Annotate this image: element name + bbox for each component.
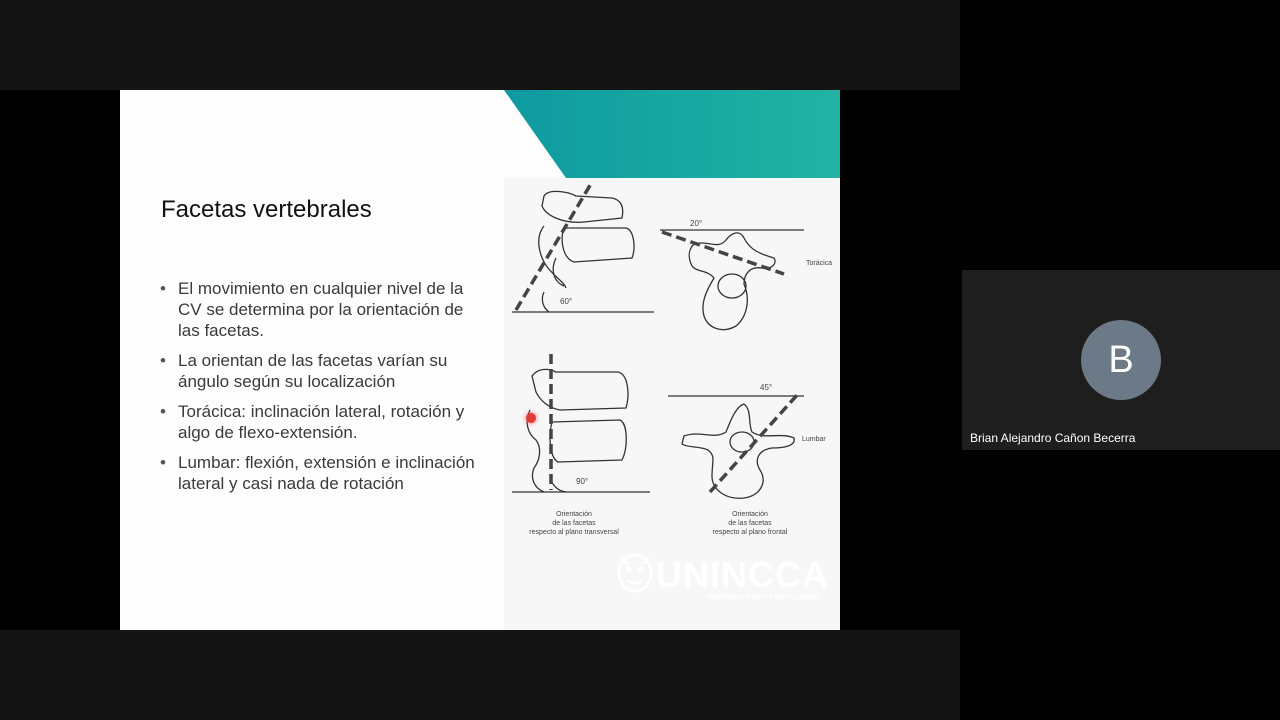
svg-text:Orientación: Orientación xyxy=(732,511,768,518)
bullet-item: • La orientan de las facetas varían su ángulo según su localización xyxy=(160,351,448,391)
caption-left xyxy=(529,511,619,536)
bullet-dot-icon: • xyxy=(160,351,166,370)
logo-wordmark: UNINCCA xyxy=(656,554,829,595)
angle-label-60: 60° xyxy=(560,297,573,306)
logo-subtitle: UNIVERSIDAD INCCA DE COLOMBIA xyxy=(706,595,821,601)
angle-label-90: 90° xyxy=(576,477,589,486)
region-label-lumbar: Lumbar xyxy=(802,436,826,443)
angle-label-45: 45° xyxy=(760,383,773,392)
laser-pointer-icon xyxy=(526,413,536,423)
participant-avatar: B xyxy=(1081,320,1161,400)
bullet-dot-icon: • xyxy=(160,402,166,421)
bullet-item: • Torácica: inclinación lateral, rotación y algo de flexo-extensión. xyxy=(160,402,465,442)
letterbox-top xyxy=(0,0,960,90)
bullet-item: • Lumbar: flexión, extensión e inclinación lateral y casi nada de rotación xyxy=(160,453,475,493)
letterbox-bottom xyxy=(0,630,960,720)
svg-text:Orientación: Orientación xyxy=(556,511,592,518)
facet-orientation-line-60 xyxy=(516,182,592,310)
svg-text:de las facetas: de las facetas xyxy=(728,520,772,527)
teal-band-top xyxy=(120,90,840,180)
svg-text:respecto al plano transversal: respecto al plano transversal xyxy=(529,529,619,536)
unincca-logo xyxy=(616,552,829,604)
slide-title: Facetas vertebrales xyxy=(161,196,372,223)
participant-tile[interactable] xyxy=(962,270,1280,450)
thoracic-top-drawing xyxy=(660,230,804,330)
bullet-dot-icon: • xyxy=(160,279,166,298)
region-label-thoracic: Torácica xyxy=(806,260,833,267)
logo-emblem-icon xyxy=(616,552,654,594)
svg-text:respecto al plano frontal: respecto al plano frontal xyxy=(712,529,788,536)
lumbar-lateral-drawing xyxy=(512,369,650,492)
svg-text:de las facetas: de las facetas xyxy=(552,520,596,527)
facet-orientation-line-45 xyxy=(710,394,798,492)
bullet-dot-icon: • xyxy=(160,453,166,472)
presentation-slide xyxy=(120,90,840,630)
bullet-list xyxy=(160,278,480,503)
caption-right xyxy=(713,511,788,536)
facet-orientation-line-20 xyxy=(662,232,784,274)
participant-name: Brian Alejandro Cañon Becerra xyxy=(970,431,1136,445)
angle-label-20: 20° xyxy=(690,219,703,228)
bullet-item: • El movimiento en cualquier nivel de la CV se determina por la orientación de las facetas. xyxy=(160,279,464,340)
thoracic-lateral-drawing xyxy=(512,191,654,312)
